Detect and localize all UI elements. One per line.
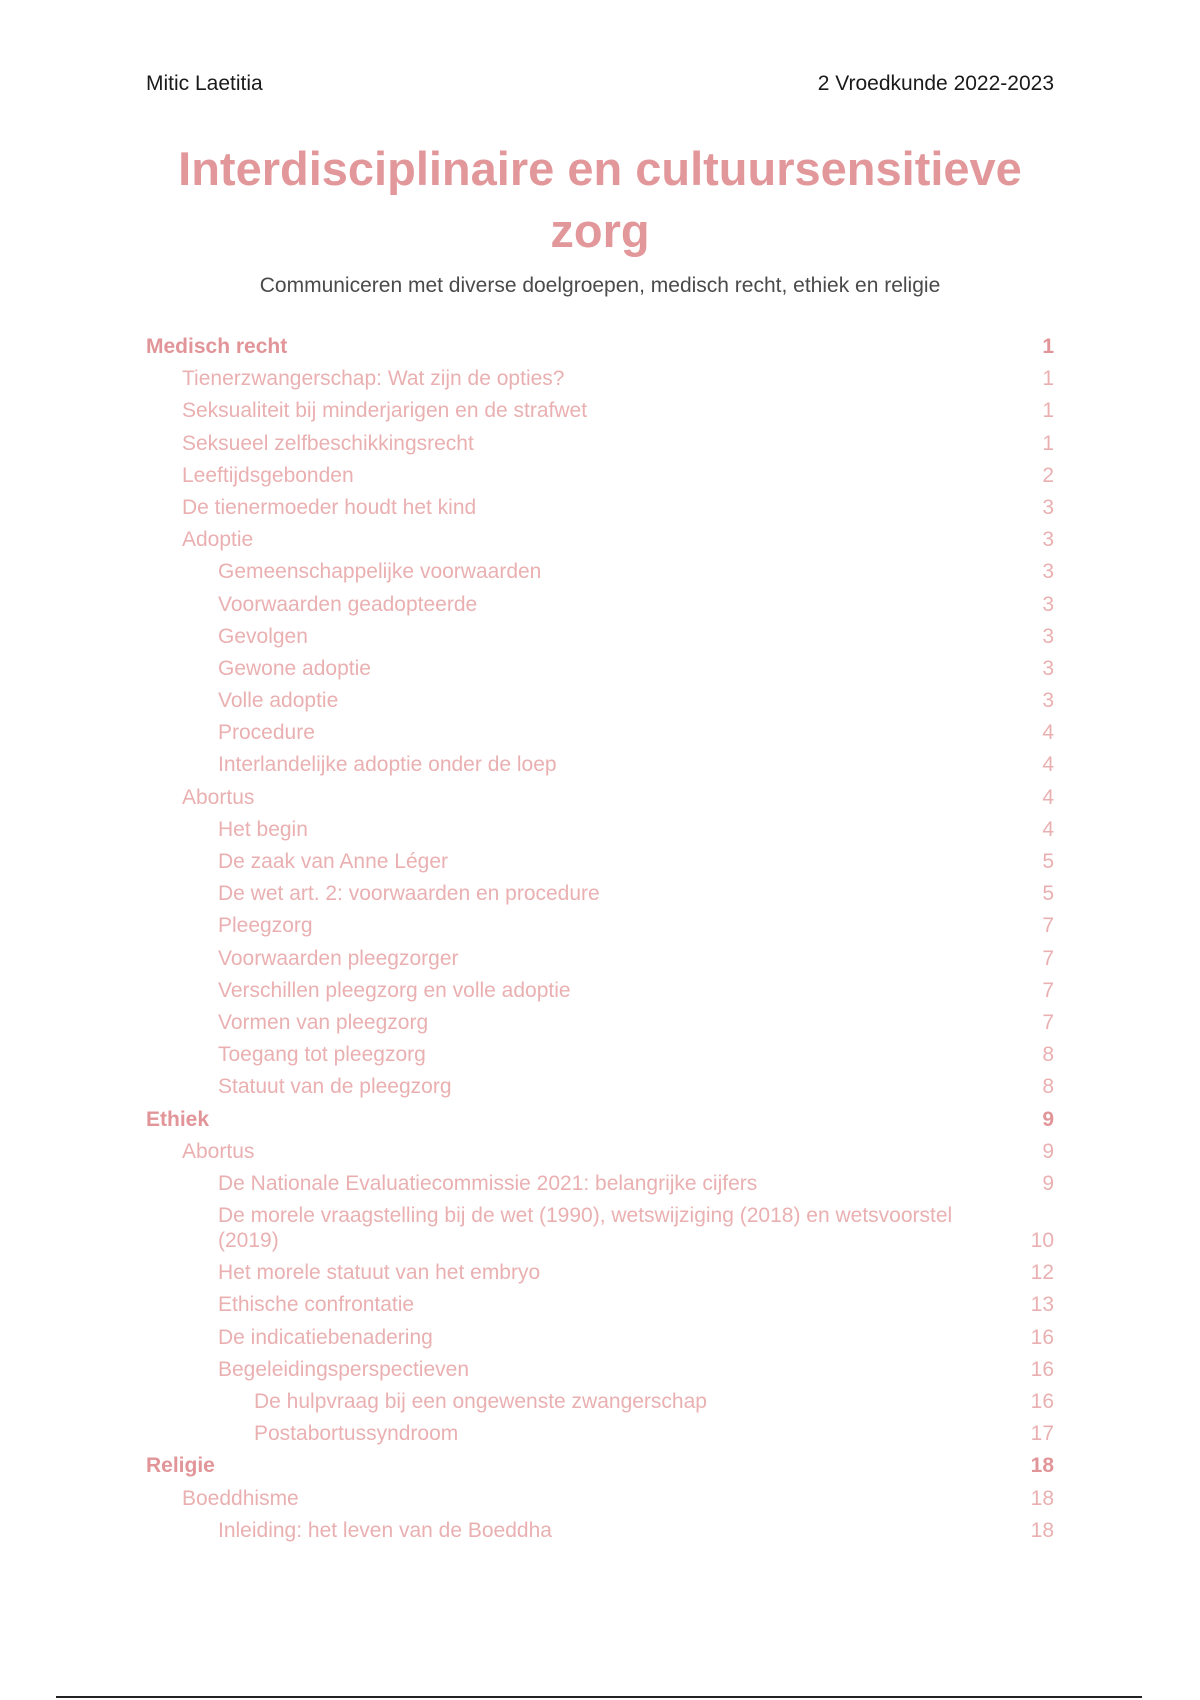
toc-entry-title: Religie xyxy=(146,1454,215,1478)
toc-entry[interactable] xyxy=(146,334,1054,366)
toc-entry[interactable] xyxy=(146,849,1054,881)
toc-entry-page: 1 xyxy=(1042,335,1054,358)
toc-entry[interactable] xyxy=(146,1042,1054,1074)
toc-entry-page: 3 xyxy=(1042,656,1054,680)
toc-entry[interactable] xyxy=(146,1203,1054,1260)
toc-entry-page: 18 xyxy=(1030,1454,1054,1478)
toc-entry-page: 5 xyxy=(1042,850,1054,873)
toc-entry-title: Het morele statuut van het embryo xyxy=(218,1261,541,1285)
toc-entry-page: 16 xyxy=(1030,1325,1054,1349)
toc-entry[interactable] xyxy=(146,366,1054,398)
toc-entry[interactable] xyxy=(146,720,1054,752)
toc-entry[interactable] xyxy=(146,592,1054,624)
toc-entry-page: 9 xyxy=(1042,1107,1054,1131)
toc-entry-page: 10 xyxy=(1030,1229,1054,1253)
toc-entry-page: 16 xyxy=(1030,1390,1054,1413)
toc-entry-page: 8 xyxy=(1042,1043,1054,1067)
toc-entry-title: Verschillen pleegzorg en volle adoptie xyxy=(218,978,571,1002)
toc-entry-page: 9 xyxy=(1042,1139,1054,1163)
toc-entry-page: 3 xyxy=(1042,495,1054,519)
toc-entry-page: 1 xyxy=(1042,399,1054,423)
toc-entry-title: Medisch recht xyxy=(146,335,288,358)
toc-entry-title: Gemeenschappelijke voorwaarden xyxy=(218,560,542,584)
toc-entry[interactable] xyxy=(146,398,1054,430)
toc-entry[interactable] xyxy=(146,688,1054,720)
toc-entry-title: Volle adoptie xyxy=(218,689,339,713)
toc-entry-title: Voorwaarden pleegzorger xyxy=(218,946,459,970)
toc-entry-title: Abortus xyxy=(182,785,255,809)
toc-entry-title: Abortus xyxy=(182,1139,255,1163)
toc-entry-page: 4 xyxy=(1042,785,1054,809)
toc-entry-page: 3 xyxy=(1042,592,1054,616)
toc-entry-title: Begeleidingsperspectieven xyxy=(218,1357,470,1381)
toc-entry[interactable] xyxy=(146,624,1054,656)
toc-entry[interactable] xyxy=(146,1010,1054,1042)
toc-entry-page: 4 xyxy=(1042,817,1054,841)
toc-entry-title: Pleegzorg xyxy=(218,914,313,938)
toc-entry[interactable] xyxy=(146,817,1054,849)
toc-entry-page: 12 xyxy=(1030,1261,1054,1285)
toc-entry-title: Boeddhisme xyxy=(182,1486,299,1510)
toc-entry-title: Adoptie xyxy=(182,528,254,552)
toc-entry[interactable] xyxy=(146,1074,1054,1106)
toc-entry-title: De morele vraagstelling bij de wet (1990), wetswijziging (2018) en wetsvoorstel (2019) xyxy=(218,1204,953,1253)
toc-entry-page: 16 xyxy=(1030,1357,1054,1381)
toc-entry-title: Inleiding: het leven van de Boeddha xyxy=(218,1518,552,1542)
toc-entry-page: 3 xyxy=(1042,528,1054,552)
toc-entry-page: 3 xyxy=(1042,560,1054,584)
toc-entry-page: 18 xyxy=(1030,1486,1054,1510)
toc-entry-page: 9 xyxy=(1042,1171,1054,1195)
toc-entry[interactable] xyxy=(146,1486,1054,1518)
toc-entry-title: Gewone adoptie xyxy=(218,656,371,680)
document-subtitle: Communiceren met diverse doelgroepen, medisch recht, ethiek en religie xyxy=(259,274,941,297)
toc-entry[interactable] xyxy=(146,1421,1054,1453)
toc-entry-title: De hulpvraag bij een ongewenste zwangerschap xyxy=(254,1390,707,1413)
toc-entry[interactable] xyxy=(146,1292,1054,1324)
toc-entry-page: 7 xyxy=(1042,1010,1054,1034)
toc-entry-page: 13 xyxy=(1030,1293,1054,1317)
toc-entry-page: 7 xyxy=(1042,946,1054,970)
document-title: Interdisciplinaire en cultuursensitieve zorg xyxy=(178,142,1022,257)
toc-entry-title: Voorwaarden geadopteerde xyxy=(218,592,478,616)
toc-entry-title: Seksualiteit bij minderjarigen en de strafwet xyxy=(182,399,588,423)
toc-entry-title: Statuut van de pleegzorg xyxy=(218,1075,452,1099)
toc-entry-title: Ethiek xyxy=(146,1107,210,1131)
toc-entry[interactable] xyxy=(146,881,1054,913)
table-of-contents xyxy=(146,334,1054,1550)
toc-entry-title: Interlandelijke adoptie onder de loep xyxy=(218,753,557,777)
toc-entry-page: 2 xyxy=(1042,463,1054,487)
toc-entry[interactable] xyxy=(146,978,1054,1010)
toc-entry-title: De Nationale Evaluatiecommissie 2021: belangrijke cijfers xyxy=(218,1171,758,1195)
footer-rule xyxy=(56,1696,1142,1698)
toc-entry[interactable] xyxy=(146,1389,1054,1421)
toc-entry[interactable] xyxy=(146,1518,1054,1550)
toc-entry-page: 17 xyxy=(1030,1422,1054,1446)
toc-entry[interactable] xyxy=(146,1260,1054,1292)
toc-entry-title: Postabortussyndroom xyxy=(254,1422,459,1446)
toc-entry-page: 8 xyxy=(1042,1075,1054,1099)
toc-entry-page: 5 xyxy=(1042,882,1054,906)
toc-entry-page: 4 xyxy=(1042,721,1054,745)
toc-entry-title: Het begin xyxy=(218,817,308,841)
toc-entry[interactable] xyxy=(146,495,1054,527)
toc-entry-title: Ethische confrontatie xyxy=(218,1293,415,1317)
toc-entry[interactable] xyxy=(146,431,1054,463)
toc-entry[interactable] xyxy=(146,1453,1054,1485)
toc-entry[interactable] xyxy=(146,1139,1054,1171)
toc-entry[interactable] xyxy=(146,559,1054,591)
toc-entry[interactable] xyxy=(146,785,1054,817)
toc-entry-page: 18 xyxy=(1030,1518,1054,1542)
toc-entry-title: Gevolgen xyxy=(218,624,308,648)
toc-entry-title: De tienermoeder houdt het kind xyxy=(182,495,477,519)
toc-entry[interactable] xyxy=(146,1107,1054,1139)
toc-entry-title: De wet art. 2: voorwaarden en procedure xyxy=(218,882,600,906)
toc-entry-page: 3 xyxy=(1042,624,1054,648)
toc-entry[interactable] xyxy=(146,656,1054,688)
toc-entry[interactable] xyxy=(146,1325,1054,1357)
toc-entry[interactable] xyxy=(146,913,1054,945)
toc-entry-page: 7 xyxy=(1042,914,1054,938)
toc-entry-title: Leeftijdsgebonden xyxy=(182,463,354,487)
toc-entry-title: Tienerzwangerschap: Wat zijn de opties? xyxy=(182,367,565,391)
toc-entry-title: Vormen van pleegzorg xyxy=(218,1010,429,1034)
header-course: 2 Vroedkunde 2022-2023 xyxy=(817,72,1054,95)
toc-entry[interactable] xyxy=(146,752,1054,784)
toc-entry[interactable] xyxy=(146,527,1054,559)
toc-entry-page: 7 xyxy=(1042,978,1054,1002)
toc-entry-page: 3 xyxy=(1042,689,1054,713)
toc-entry-title: De zaak van Anne Léger xyxy=(218,850,448,873)
toc-entry-title: De indicatiebenadering xyxy=(218,1325,433,1349)
toc-entry-title: Toegang tot pleegzorg xyxy=(218,1043,426,1067)
toc-entry[interactable] xyxy=(146,946,1054,978)
toc-entry-page: 4 xyxy=(1042,753,1054,777)
header-author: Mitic Laetitia xyxy=(146,72,263,95)
toc-entry[interactable] xyxy=(146,1357,1054,1389)
toc-entry[interactable] xyxy=(146,463,1054,495)
toc-entry-title: Seksueel zelfbeschikkingsrecht xyxy=(182,431,474,455)
toc-entry[interactable] xyxy=(146,1171,1054,1203)
toc-entry-page: 1 xyxy=(1042,367,1054,391)
toc-entry-title: Procedure xyxy=(218,721,315,745)
toc-entry-page: 1 xyxy=(1042,431,1054,455)
